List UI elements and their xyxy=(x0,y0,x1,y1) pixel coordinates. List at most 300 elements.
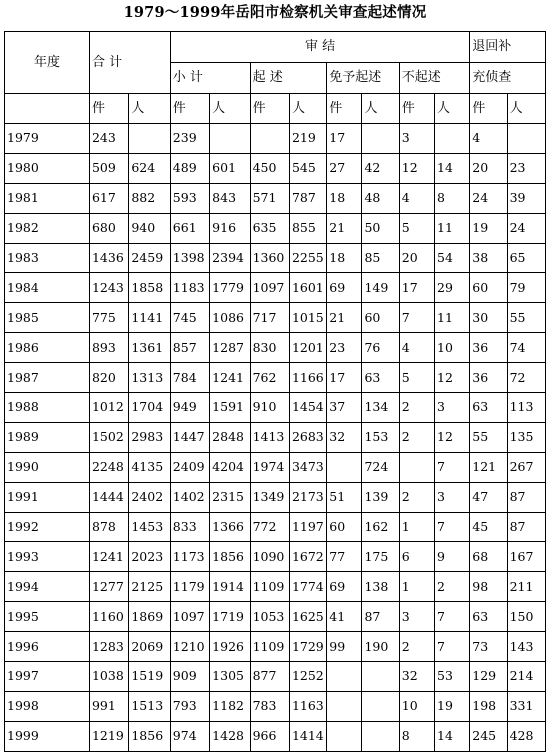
value-cell: 1625 xyxy=(289,602,326,632)
value-cell: 784 xyxy=(170,363,209,393)
value-cell: 36 xyxy=(470,333,507,363)
value-cell xyxy=(327,721,362,751)
value-cell: 1519 xyxy=(129,662,170,692)
value-cell xyxy=(327,691,362,721)
unit-people: 人 xyxy=(362,94,399,124)
table-row xyxy=(5,512,546,542)
value-cell: 857 xyxy=(170,333,209,363)
value-cell: 63 xyxy=(362,363,399,393)
table-row xyxy=(5,153,546,183)
value-cell: 1053 xyxy=(250,602,289,632)
value-cell: 65 xyxy=(507,243,545,273)
value-cell: 2173 xyxy=(289,482,326,512)
value-cell: 545 xyxy=(289,153,326,183)
value-cell: 167 xyxy=(507,542,545,572)
value-cell: 9 xyxy=(435,542,470,572)
value-cell: 1219 xyxy=(89,721,128,751)
value-cell: 98 xyxy=(470,572,507,602)
value-cell: 87 xyxy=(507,482,545,512)
value-cell: 19 xyxy=(435,691,470,721)
value-cell: 793 xyxy=(170,691,209,721)
year-cell: 1993 xyxy=(5,542,90,572)
value-cell: 87 xyxy=(362,602,399,632)
value-cell: 5 xyxy=(399,363,434,393)
value-cell xyxy=(507,124,545,154)
value-cell: 10 xyxy=(435,333,470,363)
value-cell: 509 xyxy=(89,153,128,183)
value-cell: 1361 xyxy=(129,333,170,363)
value-cell: 85 xyxy=(362,243,399,273)
value-cell: 69 xyxy=(327,572,362,602)
header-prosecute: 起 述 xyxy=(250,63,327,94)
value-cell: 50 xyxy=(362,213,399,243)
value-cell: 14 xyxy=(435,153,470,183)
value-cell: 1447 xyxy=(170,422,209,452)
value-cell: 1453 xyxy=(129,512,170,542)
value-cell: 1926 xyxy=(210,632,250,662)
value-cell: 21 xyxy=(327,213,362,243)
value-cell: 1436 xyxy=(89,243,128,273)
value-cell: 2848 xyxy=(210,422,250,452)
value-cell: 63 xyxy=(470,602,507,632)
value-cell: 1413 xyxy=(250,422,289,452)
value-cell: 1109 xyxy=(250,572,289,602)
table-row xyxy=(5,243,546,273)
value-cell: 1444 xyxy=(89,482,128,512)
value-cell: 12 xyxy=(399,153,434,183)
value-cell: 214 xyxy=(507,662,545,692)
value-cell: 1243 xyxy=(89,273,128,303)
value-cell: 72 xyxy=(507,363,545,393)
table-row xyxy=(5,691,546,721)
value-cell: 60 xyxy=(327,512,362,542)
table-row xyxy=(5,632,546,662)
value-cell: 1974 xyxy=(250,452,289,482)
value-cell: 23 xyxy=(507,153,545,183)
value-cell: 3 xyxy=(435,482,470,512)
value-cell: 489 xyxy=(170,153,209,183)
value-cell: 1182 xyxy=(210,691,250,721)
value-cell: 7 xyxy=(435,632,470,662)
table-row xyxy=(5,422,546,452)
value-cell: 37 xyxy=(327,393,362,423)
value-cell: 1015 xyxy=(289,303,326,333)
year-cell: 1985 xyxy=(5,303,90,333)
value-cell: 624 xyxy=(129,153,170,183)
value-cell: 1160 xyxy=(89,602,128,632)
value-cell: 1366 xyxy=(210,512,250,542)
year-cell: 1990 xyxy=(5,452,90,482)
year-cell: 1987 xyxy=(5,363,90,393)
value-cell: 19 xyxy=(470,213,507,243)
value-cell: 76 xyxy=(362,333,399,363)
header-subtotal: 小 计 xyxy=(170,63,250,94)
value-cell: 1287 xyxy=(210,333,250,363)
value-cell: 617 xyxy=(89,183,128,213)
value-cell: 593 xyxy=(170,183,209,213)
value-cell: 916 xyxy=(210,213,250,243)
year-cell: 1994 xyxy=(5,572,90,602)
value-cell: 1349 xyxy=(250,482,289,512)
value-cell: 2 xyxy=(399,422,434,452)
value-cell: 910 xyxy=(250,393,289,423)
value-cell: 29 xyxy=(435,273,470,303)
value-cell: 877 xyxy=(250,662,289,692)
value-cell: 4135 xyxy=(129,452,170,482)
value-cell: 2402 xyxy=(129,482,170,512)
value-cell: 1109 xyxy=(250,632,289,662)
value-cell: 724 xyxy=(362,452,399,482)
value-cell: 30 xyxy=(470,303,507,333)
value-cell: 661 xyxy=(170,213,209,243)
value-cell: 1729 xyxy=(289,632,326,662)
unit-cases: 件 xyxy=(470,94,507,124)
value-cell: 1183 xyxy=(170,273,209,303)
year-cell: 1996 xyxy=(5,632,90,662)
value-cell: 1779 xyxy=(210,273,250,303)
year-cell: 1991 xyxy=(5,482,90,512)
value-cell: 11 xyxy=(435,303,470,333)
value-cell: 153 xyxy=(362,422,399,452)
table-row xyxy=(5,183,546,213)
value-cell: 24 xyxy=(507,213,545,243)
value-cell: 2248 xyxy=(89,452,128,482)
value-cell: 1277 xyxy=(89,572,128,602)
value-cell: 4204 xyxy=(210,452,250,482)
value-cell xyxy=(435,124,470,154)
value-cell: 909 xyxy=(170,662,209,692)
value-cell: 150 xyxy=(507,602,545,632)
unit-people: 人 xyxy=(210,94,250,124)
value-cell: 53 xyxy=(435,662,470,692)
header-total: 合 计 xyxy=(89,32,170,94)
value-cell: 1719 xyxy=(210,602,250,632)
value-cell: 1090 xyxy=(250,542,289,572)
value-cell: 135 xyxy=(507,422,545,452)
value-cell: 1414 xyxy=(289,721,326,751)
value-cell: 121 xyxy=(470,452,507,482)
table-row xyxy=(5,482,546,512)
value-cell: 17 xyxy=(327,363,362,393)
value-cell: 2683 xyxy=(289,422,326,452)
value-cell: 3 xyxy=(399,124,434,154)
year-cell: 1999 xyxy=(5,721,90,751)
value-cell: 1 xyxy=(399,572,434,602)
value-cell: 1166 xyxy=(289,363,326,393)
year-cell: 1995 xyxy=(5,602,90,632)
header-units-blank xyxy=(5,94,90,124)
value-cell: 783 xyxy=(250,691,289,721)
value-cell: 772 xyxy=(250,512,289,542)
value-cell: 138 xyxy=(362,572,399,602)
value-cell: 1283 xyxy=(89,632,128,662)
year-cell: 1997 xyxy=(5,662,90,692)
value-cell: 1591 xyxy=(210,393,250,423)
value-cell: 38 xyxy=(470,243,507,273)
value-cell: 1241 xyxy=(89,542,128,572)
value-cell: 762 xyxy=(250,363,289,393)
value-cell: 1179 xyxy=(170,572,209,602)
table-row xyxy=(5,273,546,303)
value-cell: 1398 xyxy=(170,243,209,273)
value-cell xyxy=(362,124,399,154)
value-cell: 87 xyxy=(507,512,545,542)
value-cell: 7 xyxy=(399,303,434,333)
value-cell: 1012 xyxy=(89,393,128,423)
value-cell: 1 xyxy=(399,512,434,542)
value-cell: 8 xyxy=(435,183,470,213)
value-cell xyxy=(362,721,399,751)
value-cell: 7 xyxy=(435,512,470,542)
value-cell: 1313 xyxy=(129,363,170,393)
value-cell: 2023 xyxy=(129,542,170,572)
header-return-line1: 退回补 xyxy=(470,32,546,63)
table-row xyxy=(5,662,546,692)
year-cell: 1981 xyxy=(5,183,90,213)
value-cell: 2394 xyxy=(210,243,250,273)
value-cell: 2 xyxy=(399,482,434,512)
value-cell: 129 xyxy=(470,662,507,692)
value-cell: 48 xyxy=(362,183,399,213)
value-cell: 4 xyxy=(470,124,507,154)
value-cell: 1360 xyxy=(250,243,289,273)
table-body xyxy=(5,32,546,752)
value-cell: 331 xyxy=(507,691,545,721)
value-cell: 1454 xyxy=(289,393,326,423)
value-cell: 635 xyxy=(250,213,289,243)
year-cell: 1998 xyxy=(5,691,90,721)
value-cell: 974 xyxy=(170,721,209,751)
value-cell: 190 xyxy=(362,632,399,662)
value-cell: 717 xyxy=(250,303,289,333)
value-cell: 42 xyxy=(362,153,399,183)
table-row xyxy=(5,333,546,363)
header-return-line2: 充侦查 xyxy=(470,63,546,94)
table-row xyxy=(5,602,546,632)
header-row-1 xyxy=(5,32,546,63)
value-cell xyxy=(362,691,399,721)
value-cell: 428 xyxy=(507,721,545,751)
value-cell: 2 xyxy=(399,632,434,662)
value-cell: 54 xyxy=(435,243,470,273)
value-cell: 2255 xyxy=(289,243,326,273)
value-cell: 1241 xyxy=(210,363,250,393)
value-cell: 2409 xyxy=(170,452,209,482)
value-cell: 267 xyxy=(507,452,545,482)
table-row xyxy=(5,124,546,154)
document-title: 1979～1999年岳阳市检察机关审查起述情况 xyxy=(123,4,427,21)
value-cell: 73 xyxy=(470,632,507,662)
unit-people: 人 xyxy=(507,94,545,124)
value-cell: 12 xyxy=(435,363,470,393)
value-cell: 245 xyxy=(470,721,507,751)
value-cell: 1858 xyxy=(129,273,170,303)
table-row xyxy=(5,393,546,423)
value-cell: 3 xyxy=(399,602,434,632)
value-cell: 2983 xyxy=(129,422,170,452)
table-row xyxy=(5,303,546,333)
value-cell: 833 xyxy=(170,512,209,542)
value-cell: 1305 xyxy=(210,662,250,692)
value-cell: 1402 xyxy=(170,482,209,512)
year-cell: 1982 xyxy=(5,213,90,243)
value-cell: 1097 xyxy=(250,273,289,303)
value-cell: 219 xyxy=(289,124,326,154)
header-review: 审 结 xyxy=(170,32,469,63)
value-cell: 1210 xyxy=(170,632,209,662)
value-cell: 60 xyxy=(362,303,399,333)
value-cell: 63 xyxy=(470,393,507,423)
value-cell: 7 xyxy=(435,452,470,482)
value-cell: 1601 xyxy=(289,273,326,303)
value-cell: 878 xyxy=(89,512,128,542)
value-cell: 882 xyxy=(129,183,170,213)
value-cell xyxy=(327,662,362,692)
value-cell: 4 xyxy=(399,183,434,213)
table-row xyxy=(5,572,546,602)
unit-cases: 件 xyxy=(89,94,128,124)
table-row xyxy=(5,542,546,572)
value-cell: 51 xyxy=(327,482,362,512)
table-row xyxy=(5,452,546,482)
value-cell: 143 xyxy=(507,632,545,662)
header-not-prosecute: 不起述 xyxy=(399,63,469,94)
value-cell: 1914 xyxy=(210,572,250,602)
value-cell: 162 xyxy=(362,512,399,542)
value-cell: 1097 xyxy=(170,602,209,632)
value-cell: 175 xyxy=(362,542,399,572)
value-cell: 74 xyxy=(507,333,545,363)
value-cell: 2069 xyxy=(129,632,170,662)
value-cell: 1163 xyxy=(289,691,326,721)
year-cell: 1979 xyxy=(5,124,90,154)
value-cell: 68 xyxy=(470,542,507,572)
value-cell: 1672 xyxy=(289,542,326,572)
value-cell: 60 xyxy=(470,273,507,303)
value-cell: 775 xyxy=(89,303,128,333)
value-cell: 991 xyxy=(89,691,128,721)
value-cell: 1086 xyxy=(210,303,250,333)
value-cell: 55 xyxy=(470,422,507,452)
value-cell: 113 xyxy=(507,393,545,423)
value-cell: 4 xyxy=(399,333,434,363)
value-cell: 3473 xyxy=(289,452,326,482)
value-cell: 198 xyxy=(470,691,507,721)
value-cell: 32 xyxy=(327,422,362,452)
value-cell: 1038 xyxy=(89,662,128,692)
value-cell: 745 xyxy=(170,303,209,333)
value-cell: 12 xyxy=(435,422,470,452)
value-cell xyxy=(399,452,434,482)
value-cell: 139 xyxy=(362,482,399,512)
value-cell: 79 xyxy=(507,273,545,303)
value-cell: 47 xyxy=(470,482,507,512)
value-cell: 1201 xyxy=(289,333,326,363)
value-cell: 601 xyxy=(210,153,250,183)
value-cell: 843 xyxy=(210,183,250,213)
value-cell: 239 xyxy=(170,124,209,154)
value-cell: 1856 xyxy=(129,721,170,751)
unit-people: 人 xyxy=(129,94,170,124)
value-cell: 787 xyxy=(289,183,326,213)
year-cell: 1986 xyxy=(5,333,90,363)
value-cell: 211 xyxy=(507,572,545,602)
unit-people: 人 xyxy=(435,94,470,124)
value-cell: 1513 xyxy=(129,691,170,721)
value-cell: 1856 xyxy=(210,542,250,572)
value-cell: 7 xyxy=(435,602,470,632)
value-cell: 20 xyxy=(470,153,507,183)
value-cell: 1869 xyxy=(129,602,170,632)
year-cell: 1992 xyxy=(5,512,90,542)
value-cell: 450 xyxy=(250,153,289,183)
value-cell: 1141 xyxy=(129,303,170,333)
value-cell: 45 xyxy=(470,512,507,542)
value-cell: 27 xyxy=(327,153,362,183)
value-cell: 77 xyxy=(327,542,362,572)
value-cell: 820 xyxy=(89,363,128,393)
value-cell: 39 xyxy=(507,183,545,213)
value-cell: 680 xyxy=(89,213,128,243)
prosecution-statistics-table xyxy=(4,31,546,752)
header-exempt: 免予起述 xyxy=(327,63,400,94)
unit-cases: 件 xyxy=(170,94,209,124)
value-cell: 949 xyxy=(170,393,209,423)
value-cell: 2 xyxy=(435,572,470,602)
table-row xyxy=(5,721,546,751)
value-cell: 41 xyxy=(327,602,362,632)
value-cell: 855 xyxy=(289,213,326,243)
unit-cases: 件 xyxy=(327,94,362,124)
value-cell: 23 xyxy=(327,333,362,363)
value-cell: 940 xyxy=(129,213,170,243)
value-cell: 2 xyxy=(399,393,434,423)
value-cell: 11 xyxy=(435,213,470,243)
value-cell: 17 xyxy=(399,273,434,303)
value-cell: 2125 xyxy=(129,572,170,602)
value-cell xyxy=(327,452,362,482)
value-cell: 24 xyxy=(470,183,507,213)
value-cell: 18 xyxy=(327,243,362,273)
unit-people: 人 xyxy=(289,94,326,124)
year-cell: 1983 xyxy=(5,243,90,273)
value-cell: 6 xyxy=(399,542,434,572)
value-cell: 149 xyxy=(362,273,399,303)
table-row xyxy=(5,363,546,393)
value-cell: 69 xyxy=(327,273,362,303)
value-cell: 20 xyxy=(399,243,434,273)
unit-cases: 件 xyxy=(399,94,434,124)
value-cell: 10 xyxy=(399,691,434,721)
table-row xyxy=(5,213,546,243)
value-cell xyxy=(210,124,250,154)
value-cell: 18 xyxy=(327,183,362,213)
value-cell: 2459 xyxy=(129,243,170,273)
value-cell: 5 xyxy=(399,213,434,243)
unit-cases: 件 xyxy=(250,94,289,124)
year-cell: 1989 xyxy=(5,422,90,452)
value-cell: 14 xyxy=(435,721,470,751)
value-cell xyxy=(129,124,170,154)
value-cell: 134 xyxy=(362,393,399,423)
value-cell: 8 xyxy=(399,721,434,751)
value-cell: 55 xyxy=(507,303,545,333)
value-cell: 1252 xyxy=(289,662,326,692)
value-cell: 1173 xyxy=(170,542,209,572)
year-cell: 1980 xyxy=(5,153,90,183)
value-cell: 17 xyxy=(327,124,362,154)
year-cell: 1988 xyxy=(5,393,90,423)
